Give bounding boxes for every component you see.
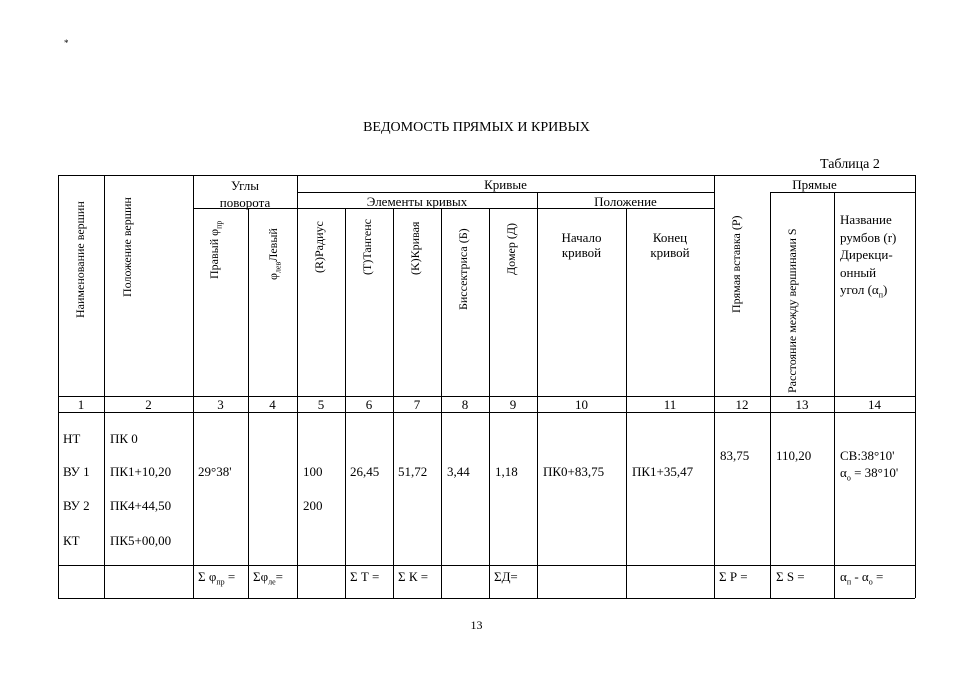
col3-header-text: Правый φ	[207, 228, 221, 279]
vertex-name-1: НТ	[63, 431, 81, 446]
table-label: Таблица 2	[820, 157, 880, 172]
sum-straight: Σ Р =	[719, 569, 748, 584]
vertex-name-3: ВУ 2	[63, 498, 90, 513]
sum-left-pre: Σφ	[253, 569, 269, 584]
col-number-11: 11	[663, 397, 677, 412]
col11-header-line2: кривой	[650, 245, 690, 260]
col13-header-cell	[772, 193, 833, 396]
col8-header: Биссектриса (Б)	[456, 228, 470, 310]
direction-angle-value	[840, 466, 898, 483]
radius-value-1: 100	[303, 464, 323, 479]
col6-header-cell	[347, 209, 392, 275]
sum-tangent: Σ Т =	[350, 569, 380, 584]
sum-right-post: =	[224, 569, 236, 584]
straights-group-header: Прямые	[792, 177, 837, 192]
col-number-8: 8	[461, 397, 469, 412]
col10-header-line2: кривой	[561, 245, 602, 260]
col10-header	[537, 230, 626, 260]
col14-header-line5-text: угол (α	[840, 282, 879, 297]
sum-left-post: =	[275, 569, 283, 584]
col-number-12: 12	[735, 397, 749, 412]
alpha-mid: - α	[851, 569, 869, 584]
col14-header-line4: онный	[840, 264, 877, 280]
col3-header	[208, 221, 223, 279]
col14-header	[840, 211, 896, 304]
document-title: ВЕДОМОСТЬ ПРЯМЫХ И КРИВЫХ	[363, 120, 590, 135]
col11-header-line1: Конец	[652, 230, 688, 245]
vertex-pk-3: ПК4+44,50	[110, 498, 172, 513]
col9-header-cell	[491, 209, 536, 279]
col1-header-cell	[60, 176, 102, 395]
radius-value-2: 200	[303, 498, 323, 513]
col-number-1: 1	[77, 397, 85, 412]
col14-header-line2: румбов (r)	[840, 229, 897, 245]
elements-group-header: Элементы кривых	[366, 194, 468, 209]
sum-right-sub: пр	[216, 577, 225, 587]
col-number-13: 13	[795, 397, 809, 412]
col-number-14: 14	[868, 397, 881, 412]
col14-header-line5-end: )	[883, 282, 888, 297]
col4-header-text: Левый	[266, 228, 280, 262]
col4-header-pre: φ	[266, 273, 280, 280]
col-number-3: 3	[217, 397, 224, 412]
sum-distance: Σ S =	[776, 569, 805, 584]
vertex-pk-2: ПК1+10,20	[110, 464, 172, 479]
page-mark: *	[64, 38, 69, 48]
sum-curve: Σ К =	[398, 569, 429, 584]
col-number-9: 9	[509, 397, 517, 412]
angles-group-line1: Углы	[231, 178, 259, 193]
direction-angle-pre: α	[840, 465, 847, 480]
vertex-name-4: КТ	[63, 533, 80, 548]
col12-header: Прямая вставка (P)	[729, 215, 743, 313]
col14-header-line1: Название	[840, 212, 892, 227]
page-number: 13	[470, 618, 483, 632]
angles-group-line2: поворота	[219, 195, 271, 210]
col6-header: (T)Тангенс	[360, 219, 374, 275]
alpha-a: α	[840, 569, 847, 584]
col2-header-cell	[106, 176, 192, 300]
col5-header: (R)Радиус	[312, 221, 326, 273]
col1-header: Наименование вершин	[73, 201, 87, 318]
bisector-value: 3,44	[447, 464, 470, 479]
domer-value: 1,18	[495, 464, 518, 479]
curves-group-header: Кривые	[484, 177, 527, 192]
vertex-pk-1: ПК 0	[110, 431, 138, 446]
alpha-end: =	[872, 569, 884, 584]
col14-header-line5-sub: п	[878, 290, 883, 300]
direction-angle-sub: о	[846, 473, 851, 483]
col3-header-cell	[195, 209, 247, 281]
col14-header-line3: Дирекци-	[840, 247, 893, 262]
direction-angle-post: = 38°10'	[850, 465, 899, 480]
col4-header-cell	[250, 209, 296, 281]
col-number-4: 4	[269, 397, 276, 412]
alpha-a-sub: п	[846, 577, 852, 587]
curve-end-value: ПК1+35,47	[632, 464, 694, 479]
angle-right-value: 29°38'	[198, 464, 232, 479]
col2-header: Положение вершин	[120, 197, 134, 297]
col5-header-cell	[299, 209, 344, 275]
col-number-2: 2	[145, 397, 152, 412]
alpha-b-sub: о	[868, 577, 873, 587]
col3-header-sub: пр	[214, 220, 224, 229]
sum-right-pre: Σ φ	[198, 569, 217, 584]
col12-header-cell	[716, 193, 769, 315]
col-number-5: 5	[317, 397, 325, 412]
col10-header-line1: Начало	[561, 230, 602, 245]
distance-value: 110,20	[776, 448, 812, 463]
curve-start-value: ПК0+83,75	[543, 464, 605, 479]
angles-group-header	[193, 177, 297, 211]
rhumb-value: СВ:38°10'	[840, 448, 895, 463]
sum-domer: ΣД=	[494, 569, 518, 584]
vertex-pk-4: ПК5+00,00	[110, 533, 172, 548]
curve-value: 51,72	[398, 464, 428, 479]
sum-left-sub: ле	[268, 577, 276, 587]
col7-header: (K)Кривая	[408, 221, 422, 275]
sum-right-angles	[198, 570, 235, 587]
col11-header	[626, 230, 714, 260]
col-number-6: 6	[365, 397, 373, 412]
tangent-value: 26,45	[350, 464, 380, 479]
alpha-difference	[840, 570, 883, 587]
straight-insert-value: 83,75	[720, 448, 750, 463]
col9-header: Домер (Д)	[504, 222, 518, 275]
col8-header-cell	[443, 209, 488, 313]
col4-header-sub: лев	[273, 261, 283, 274]
col4-header	[267, 228, 282, 280]
col14-header-line5	[840, 281, 896, 304]
sum-left-angles	[253, 570, 283, 587]
col13-header: Расстояние между вершинами S	[785, 228, 799, 393]
position-group-header: Положение	[594, 194, 657, 209]
vertex-name-2: ВУ 1	[63, 464, 90, 479]
col7-header-cell	[395, 209, 440, 275]
col-number-10: 10	[575, 397, 588, 412]
col-number-7: 7	[413, 397, 421, 412]
